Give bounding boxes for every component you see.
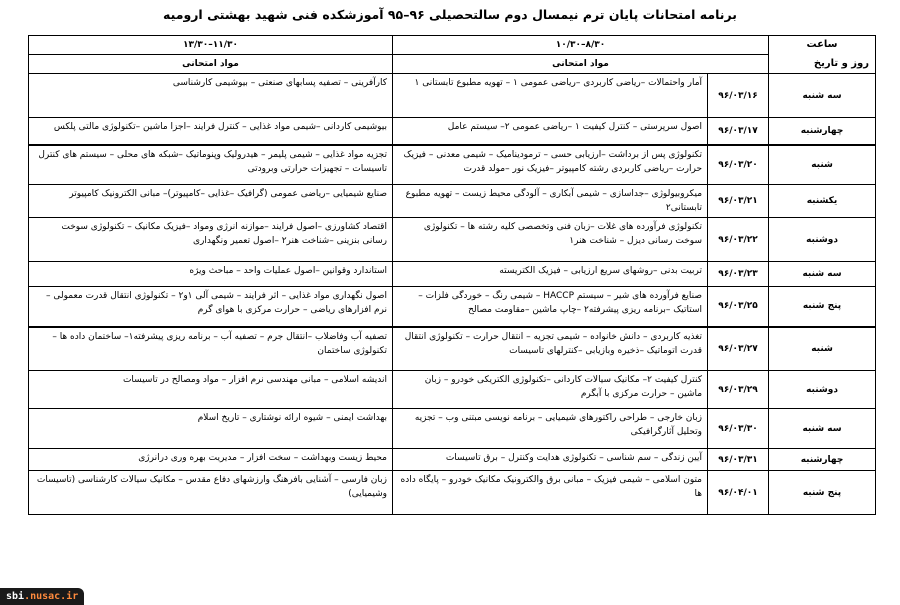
day-cell: پنج شنبه bbox=[769, 471, 876, 515]
day-cell: دوشنبه bbox=[769, 218, 876, 262]
date-cell: ۹۶/۰۳/۲۱ bbox=[708, 185, 769, 218]
slot1-subjects-cell: تکنولوژی فرآورده های غلات –زبان فنی وتخصصی کلیه رشته ها – تکنولوژی سوخت رسانی دیزل – شناخت هنر۱ bbox=[393, 218, 708, 262]
slot2-subjects-cell: اصول نگهداری مواد غذایی – اثر فرایند – شیمی آلی ۱و۲ – تکنولوژی انتقال قدرت معمولی – نرم افزارهای ریاضی – حرارت مرکزی با هوای گرم bbox=[29, 287, 393, 327]
day-cell: شنبه bbox=[769, 145, 876, 185]
slot1-subjects-cell: متون اسلامی – شیمی فیزیک – مبانی برق والکترونیک مکانیک خودرو – پایگاه داده ها bbox=[393, 471, 708, 515]
date-cell: ۹۶/۰۳/۳۱ bbox=[708, 449, 769, 471]
slot1-subjects-cell: آمار واحتمالات –ریاضی کاربردی –ریاضی عمومی ۱ – تهویه مطبوع تابستانی ۱ bbox=[393, 74, 708, 118]
slot2-subjects-cell: تصفیه آب وفاضلاب –انتقال جرم – تصفیه آب – برنامه ریزی پیشرفته۱– ساختمان داده ها – تکنولوژی ساختمان bbox=[29, 327, 393, 371]
date-cell: ۹۶/۰۴/۰۱ bbox=[708, 471, 769, 515]
slot1-time-header: ۸/۳۰–۱۰/۳۰ bbox=[393, 36, 769, 55]
table-row bbox=[29, 145, 876, 185]
date-cell: ۹۶/۰۳/۲۹ bbox=[708, 371, 769, 409]
table-row bbox=[29, 74, 876, 118]
slot2-subjects-cell: محیط زیست وبهداشت – سخت افزار – مدیریت بهره وری درانرژی bbox=[29, 449, 393, 471]
page-title: برنامه امتحانات پایان ترم نیمسال دوم سالتحصیلی ۹۶–۹۵ آموزشکده فنی شهید بهشتی ارومیه bbox=[163, 7, 737, 22]
corner-header bbox=[769, 36, 876, 74]
slot2-subjects-cell: بیوشیمی کاردانی –شیمی مواد غذایی – کنترل فرایند –اجزا ماشین –تکنولوژی مالتی پلکس bbox=[29, 118, 393, 145]
slot2-subjects-cell: صنایع شیمیایی –ریاضی عمومی (گرافیک –غذایی –کامپیوتر)– مبانی الکترونیک کامپیوتر bbox=[29, 185, 393, 218]
day-cell: سه شنبه bbox=[769, 262, 876, 287]
site-watermark: sbi.nusac.ir bbox=[0, 588, 84, 605]
table-row bbox=[29, 185, 876, 218]
slot2-subjects-header: مواد امتحانی bbox=[29, 55, 393, 74]
day-cell: یکشنبه bbox=[769, 185, 876, 218]
slot1-subjects-cell: زبان خارجی – طراحی راکتورهای شیمیایی – برنامه نویسی مبتنی وب – تجزیه وتحلیل آثارگرافیکی bbox=[393, 409, 708, 449]
day-cell: سه شنبه bbox=[769, 409, 876, 449]
slot2-subjects-cell: اندیشه اسلامی – مبانی مهندسی نرم افزار – مواد ومصالح در تاسیسات bbox=[29, 371, 393, 409]
day-cell: دوشنبه bbox=[769, 371, 876, 409]
date-cell: ۹۶/۰۳/۱۷ bbox=[708, 118, 769, 145]
header-row-1 bbox=[29, 36, 876, 55]
table-row bbox=[29, 287, 876, 327]
date-cell: ۹۶/۰۳/۲۵ bbox=[708, 287, 769, 327]
header-row-2 bbox=[29, 55, 876, 74]
day-cell: چهارشنبه bbox=[769, 449, 876, 471]
slot1-subjects-cell: میکروبیولوژی –جداسازی – شیمی آبکاری – آلودگی محیط زیست – تهویه مطبوع تابستانی۲ bbox=[393, 185, 708, 218]
day-cell: پنج شنبه bbox=[769, 287, 876, 327]
table-row bbox=[29, 449, 876, 471]
slot1-subjects-cell: تغذیه کاربردی – دانش خانواده – شیمی تجزیه – انتقال حرارت – تکنولوژی انتقال قدرت اتوماتیک –ذخیره وبازیابی –کنترلهای تاسیسات bbox=[393, 327, 708, 371]
slot1-subjects-header: مواد امتحانی bbox=[393, 55, 769, 74]
table-row bbox=[29, 371, 876, 409]
slot2-subjects-cell: استاندارد وقوانین –اصول عملیات واحد – مباحث ویژه bbox=[29, 262, 393, 287]
date-cell: ۹۶/۰۳/۳۰ bbox=[708, 409, 769, 449]
date-cell: ۹۶/۰۳/۲۳ bbox=[708, 262, 769, 287]
day-cell: چهارشنبه bbox=[769, 118, 876, 145]
slot1-subjects-cell: صنایع فرآورده های شیر – سیستم HACCP – شیمی رنگ – خوردگی فلزات –استاتیک –برنامه ریزی پیشرفته۲ –چاپ ماشین –مقاومت مصالح bbox=[393, 287, 708, 327]
slot2-time-header: ۱۱/۳۰–۱۳/۳۰ bbox=[29, 36, 393, 55]
day-cell: شنبه bbox=[769, 327, 876, 371]
exam-schedule-table bbox=[28, 35, 876, 515]
slot2-subjects-cell: کارآفرینی – تصفیه پسابهای صنعتی – بیوشیمی کارشناسی bbox=[29, 74, 393, 118]
slot1-subjects-cell: تکنولوژی پس از برداشت –ارزیابی حسی – ترمودینامیک – شیمی معدنی – فیزیک حرارت –ریاضی کاربردی رشته کامپیوتر –فیزیک نور –مولد قدرت bbox=[393, 145, 708, 185]
table-row bbox=[29, 118, 876, 145]
table-row bbox=[29, 409, 876, 449]
daydate-label: روز و تاریخ bbox=[813, 58, 870, 69]
date-cell: ۹۶/۰۳/۱۶ bbox=[708, 74, 769, 118]
slot1-subjects-cell: تربیت بدنی –روشهای سریع ارزیابی – فیزیک الکتریسته bbox=[393, 262, 708, 287]
slot2-subjects-cell: زبان فارسی – آشنایی بافرهنگ وارزشهای دفاع مقدس – مکانیک سیالات کارشناسی (تاسیسات وشیمیایی) bbox=[29, 471, 393, 515]
date-cell: ۹۶/۰۳/۲۲ bbox=[708, 218, 769, 262]
slot2-subjects-cell: بهداشت ایمنی – شیوه ارائه نوشتاری – تاریخ اسلام bbox=[29, 409, 393, 449]
table-row bbox=[29, 262, 876, 287]
slot1-subjects-cell: اصول سرپرستی – کنترل کیفیت ۱ –ریاضی عمومی ۲– سیستم عامل bbox=[393, 118, 708, 145]
date-cell: ۹۶/۰۳/۲۷ bbox=[708, 327, 769, 371]
day-cell: سه شنبه bbox=[769, 74, 876, 118]
slot1-subjects-cell: کنترل کیفیت ۲– مکانیک سیالات کاردانی –تکنولوژی الکتریکی خودرو – زبان ماشین – حرارت مرکزی با آبگرم bbox=[393, 371, 708, 409]
date-cell: ۹۶/۰۳/۲۰ bbox=[708, 145, 769, 185]
slot2-subjects-cell: تجزیه مواد غذایی – شیمی پلیمر – هیدرولیک وپنوماتیک –شبکه های محلی – سیستم های کنترل تاسیسات – تجهیزات حرارتی وبرودتی bbox=[29, 145, 393, 185]
table-row bbox=[29, 327, 876, 371]
table-row bbox=[29, 471, 876, 515]
slot1-subjects-cell: آیین زندگی – سم شناسی – تکنولوژی هدایت وکنترل – برق تاسیسات bbox=[393, 449, 708, 471]
table-row bbox=[29, 218, 876, 262]
slot2-subjects-cell: اقتصاد کشاورزی –اصول فرایند –موازنه انرژی ومواد –فیزیک مکانیک – تکنولوژی سوخت رسانی بنزینی –شناخت هنر۲ –اصول تعمیر ونگهداری bbox=[29, 218, 393, 262]
time-label: ساعت bbox=[806, 39, 838, 50]
